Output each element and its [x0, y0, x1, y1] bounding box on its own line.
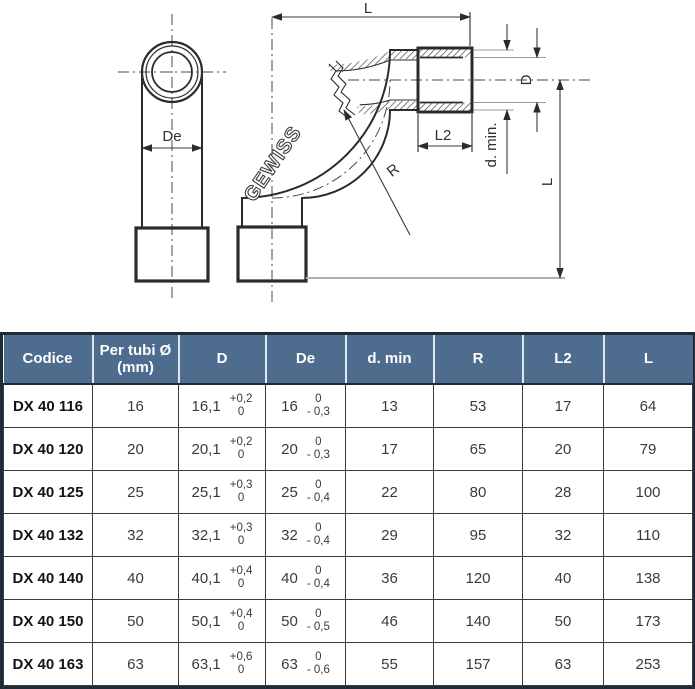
cell-l: 138 — [604, 557, 693, 600]
socket-top-hatch — [418, 49, 472, 58]
cell-per-tubi: 20 — [93, 428, 179, 471]
table-row — [4, 557, 693, 600]
de-tolerance-top: 0 — [315, 478, 322, 491]
cell-r: 53 — [434, 384, 523, 428]
cell-codice: DX 40 140 — [4, 557, 93, 600]
d-value: 50,1 — [191, 612, 221, 630]
cell-r: 120 — [434, 557, 523, 600]
cell-d — [179, 514, 266, 557]
header-per-tubi: Per tubi Ø (mm) — [93, 335, 179, 384]
bend-technical-drawing — [0, 0, 695, 332]
l2-label: L2 — [434, 127, 452, 144]
cell-d-min: 17 — [346, 428, 434, 471]
de-value: 25 — [281, 483, 298, 501]
outer-wall-hatch — [328, 51, 418, 72]
d-tolerance-bottom: 0 — [237, 535, 245, 547]
bend-inner-edge — [302, 110, 418, 227]
cell-d — [179, 471, 266, 514]
de-tolerance-bottom: - 0,3 — [306, 449, 330, 461]
cell-l2: 32 — [523, 514, 604, 557]
cell-d — [179, 557, 266, 600]
cell-de — [266, 384, 346, 428]
d-value: 20,1 — [191, 440, 221, 458]
cell-l2: 17 — [523, 384, 604, 428]
front-view — [118, 14, 226, 301]
inner-wall-hatch — [357, 101, 418, 114]
d-value: 40,1 — [191, 569, 221, 587]
header-d-min: d. min — [346, 335, 434, 384]
cell-l: 79 — [604, 428, 693, 471]
cell-de — [266, 471, 346, 514]
cell-l2: 40 — [523, 557, 604, 600]
de-value: 40 — [281, 569, 298, 587]
table-row — [4, 600, 693, 643]
de-tolerance-top: 0 — [315, 435, 322, 448]
socket-bottom-hatch — [418, 103, 472, 112]
cell-d-min: 13 — [346, 384, 434, 428]
d-tolerance-bottom: 0 — [237, 664, 245, 676]
cell-r: 80 — [434, 471, 523, 514]
de-value: 63 — [281, 655, 298, 673]
d-tolerance-bottom: 0 — [237, 449, 245, 461]
cell-d — [179, 428, 266, 471]
cell-l2: 63 — [523, 643, 604, 686]
cell-d — [179, 643, 266, 686]
cell-r: 157 — [434, 643, 523, 686]
cell-r: 95 — [434, 514, 523, 557]
cell-d-min: 46 — [346, 600, 434, 643]
cell-de — [266, 557, 346, 600]
cell-per-tubi: 16 — [93, 384, 179, 428]
header-codice: Codice — [4, 335, 93, 384]
header-de: De — [266, 335, 346, 384]
d-tolerance-top: +0,4 — [229, 607, 253, 620]
d-tolerance-top: +0,2 — [229, 392, 253, 405]
table-row — [4, 471, 693, 514]
d-label: D — [518, 74, 535, 86]
table-body — [4, 384, 693, 686]
table-row — [4, 428, 693, 471]
de-tolerance-bottom: - 0,4 — [306, 535, 330, 547]
d-value: 63,1 — [191, 655, 221, 673]
cell-per-tubi: 50 — [93, 600, 179, 643]
cell-codice: DX 40 116 — [4, 384, 93, 428]
cell-d-min: 55 — [346, 643, 434, 686]
d-tolerance-top: +0,4 — [229, 564, 253, 577]
d-value: 16,1 — [191, 397, 221, 415]
cell-per-tubi: 63 — [93, 643, 179, 686]
r-label: R — [383, 160, 403, 181]
de-tolerance-bottom: - 0,4 — [306, 492, 330, 504]
cell-codice: DX 40 163 — [4, 643, 93, 686]
de-label: De — [162, 128, 182, 145]
dmin-label: d. min. — [483, 122, 500, 168]
header-l: L — [604, 335, 693, 384]
de-tolerance-top: 0 — [315, 392, 322, 405]
de-tolerance-top: 0 — [315, 607, 322, 620]
header-d: D — [179, 335, 266, 384]
table-row — [4, 384, 693, 428]
cell-d-min: 29 — [346, 514, 434, 557]
d-tolerance-bottom: 0 — [237, 406, 245, 418]
de-tolerance-bottom: - 0,6 — [306, 664, 330, 676]
d-value: 32,1 — [191, 526, 221, 544]
header-r: R — [434, 335, 523, 384]
table-row — [4, 514, 693, 557]
d-tolerance-top: +0,2 — [229, 435, 253, 448]
cell-codice: DX 40 150 — [4, 600, 93, 643]
cell-l: 253 — [604, 643, 693, 686]
d-tolerance-top: +0,3 — [229, 521, 253, 534]
cell-codice: DX 40 125 — [4, 471, 93, 514]
cell-de — [266, 600, 346, 643]
cell-d — [179, 600, 266, 643]
cell-per-tubi: 25 — [93, 471, 179, 514]
cell-l2: 50 — [523, 600, 604, 643]
table-row — [4, 643, 693, 686]
d-tolerance-bottom: 0 — [237, 578, 245, 590]
cell-per-tubi: 40 — [93, 557, 179, 600]
cell-per-tubi: 32 — [93, 514, 179, 557]
de-tolerance-top: 0 — [315, 650, 322, 663]
l-top-label: L — [363, 0, 373, 17]
d-tolerance-bottom: 0 — [237, 621, 245, 633]
cell-de — [266, 514, 346, 557]
d-tolerance-bottom: 0 — [237, 492, 245, 504]
brand-text: GEWISS — [239, 122, 307, 206]
de-tolerance-bottom: - 0,3 — [306, 406, 330, 418]
cell-r: 65 — [434, 428, 523, 471]
cell-d — [179, 384, 266, 428]
d-tolerance-top: +0,3 — [229, 478, 253, 491]
header-l2: L2 — [523, 335, 604, 384]
break-line-1 — [329, 64, 348, 118]
de-tolerance-top: 0 — [315, 564, 322, 577]
de-value: 50 — [281, 612, 298, 630]
de-tolerance-bottom: - 0,4 — [306, 578, 330, 590]
cell-codice: DX 40 132 — [4, 514, 93, 557]
side-view — [238, 0, 590, 305]
cell-de — [266, 428, 346, 471]
l-right-label: L — [539, 177, 556, 187]
table-header-row — [4, 335, 693, 384]
dimensions-table-wrapper — [0, 332, 695, 689]
d-value: 25,1 — [191, 483, 221, 501]
cell-l2: 20 — [523, 428, 604, 471]
cell-l: 100 — [604, 471, 693, 514]
de-value: 32 — [281, 526, 298, 544]
cell-l: 173 — [604, 600, 693, 643]
de-value: 16 — [281, 397, 298, 415]
cell-codice: DX 40 120 — [4, 428, 93, 471]
cell-r: 140 — [434, 600, 523, 643]
de-tolerance-bottom: - 0,5 — [306, 621, 330, 633]
cell-d-min: 36 — [346, 557, 434, 600]
de-tolerance-top: 0 — [315, 521, 322, 534]
cell-l: 64 — [604, 384, 693, 428]
d-tolerance-top: +0,6 — [229, 650, 253, 663]
cell-l: 110 — [604, 514, 693, 557]
cell-l2: 28 — [523, 471, 604, 514]
cell-d-min: 22 — [346, 471, 434, 514]
de-value: 20 — [281, 440, 298, 458]
cell-de — [266, 643, 346, 686]
dimensions-table — [3, 335, 693, 686]
